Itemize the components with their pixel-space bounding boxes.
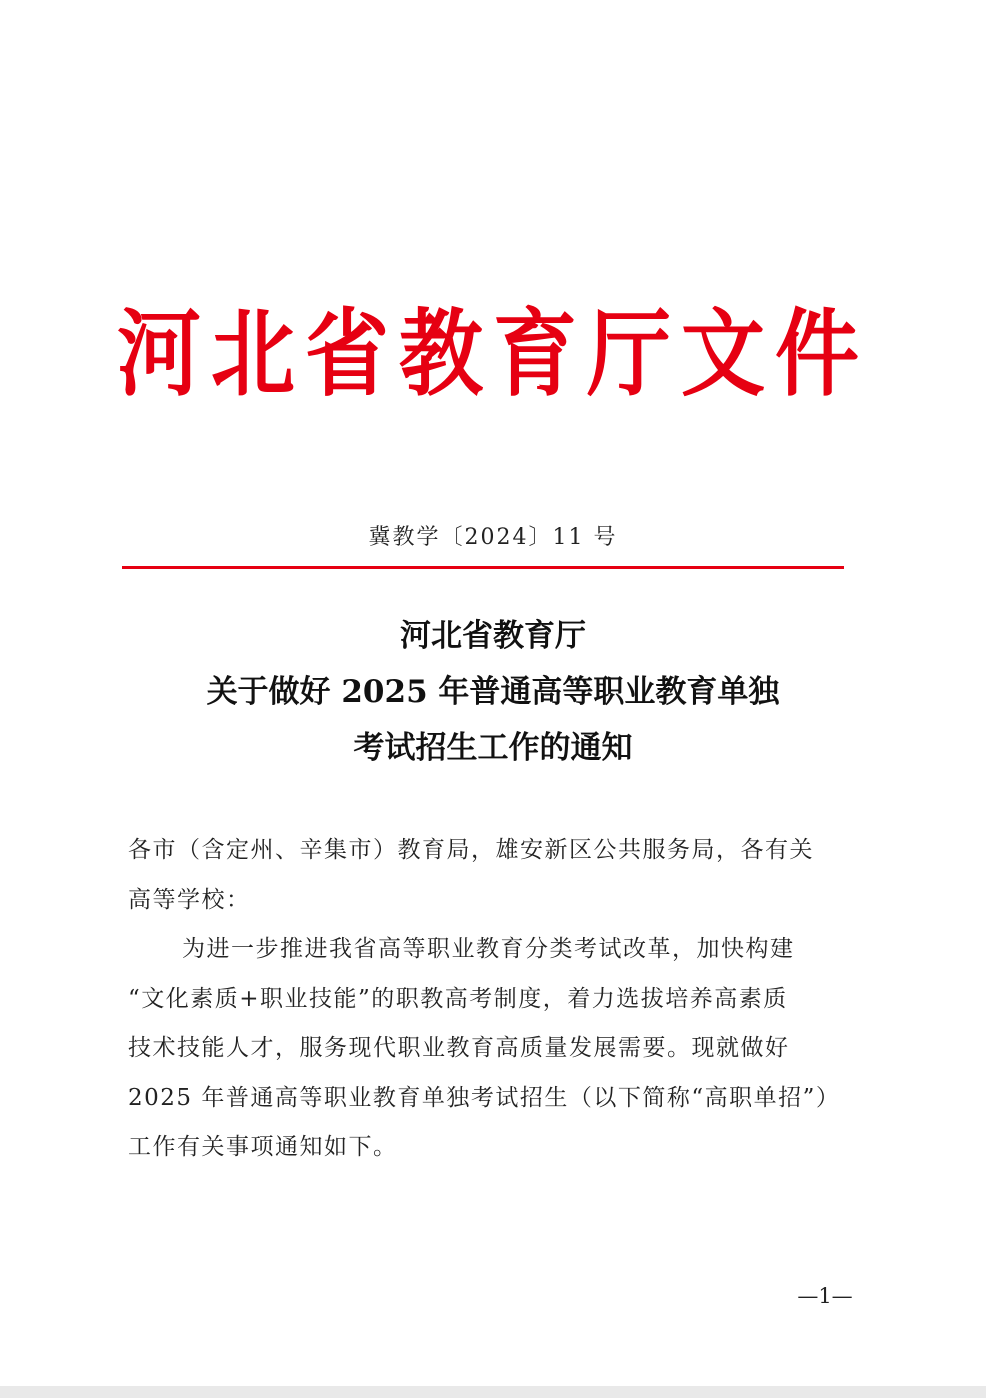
- document-title: [0, 608, 986, 776]
- title-line-1: 河北省教育厅: [400, 618, 586, 654]
- red-divider-rule: [122, 566, 844, 569]
- document-number: 冀教学〔2024〕11 号: [368, 525, 618, 550]
- title-line-3: 考试招生工作的通知: [353, 730, 633, 766]
- paragraph-line-5: 工作有关事项通知如下。: [128, 1134, 398, 1160]
- document-masthead: 河北省教育厅文件: [116, 299, 869, 409]
- paragraph-line-4: 2025 年普通高等职业教育单独考试招生（以下简称“高职单招”）: [128, 1084, 841, 1111]
- paragraph-line-3: 技术技能人才，服务现代职业教育高质量发展需要。现就做好: [128, 1035, 790, 1061]
- paragraph-line-1: 为进一步推进我省高等职业教育分类考试改革，加快构建: [182, 936, 795, 962]
- addressee-line-1: 各市（含定州、辛集市）教育局，雄安新区公共服务局，各有关: [128, 837, 814, 863]
- page-number: —1—: [797, 1284, 853, 1308]
- paragraph-line-2: “文化素质+职业技能”的职教高考制度，着力选拔培养高素质: [128, 985, 788, 1012]
- page-bottom-edge: [0, 1386, 986, 1398]
- addressee-line-2: 高等学校：: [128, 886, 251, 913]
- title-line-2: 关于做好 2025 年普通高等职业教育单独: [206, 674, 780, 710]
- document-body: [128, 826, 860, 1173]
